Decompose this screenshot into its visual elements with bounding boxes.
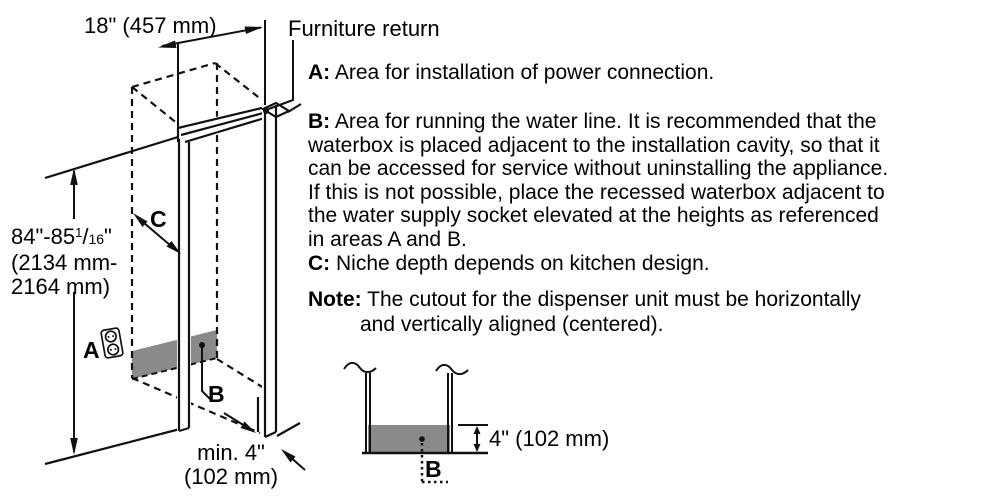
height-dimension-label	[11, 221, 117, 299]
width-dimension-label: 18" (457 mm)	[84, 13, 217, 38]
section-dim-up-arrowhead	[474, 426, 481, 434]
outlet-socket-top	[105, 330, 117, 342]
section-water-area-fill	[368, 425, 450, 453]
section-dim-down-arrowhead	[474, 444, 481, 452]
legend-b-prefix: B:	[308, 110, 331, 133]
legend-b-line: can be accessed for service without uninstalling the appliance.	[308, 157, 889, 180]
height-dim-fraction-numerator: 1	[75, 225, 83, 240]
legend-note-line2: and vertically aligned (centered).	[360, 312, 664, 336]
area-b-diagram-label: B	[208, 381, 225, 407]
height-dim-prefix: 84"-85	[11, 224, 76, 249]
floor-edge-left	[45, 429, 180, 464]
cavity-top-front-left-edge	[132, 87, 178, 124]
legend-c-text: Niche depth depends on kitchen design.	[336, 252, 710, 275]
legend-b-line: the water supply socket elevated at the heights as referenced	[308, 204, 879, 227]
min-gap-inches-line: min. 4"	[197, 440, 265, 465]
height-dim-quote: "	[104, 224, 112, 249]
min-gap-mm-line: (102 mm)	[183, 464, 279, 489]
legend-note-line1	[308, 288, 861, 313]
legend-a-prefix: A:	[308, 61, 331, 84]
break-symbol-right	[436, 365, 468, 374]
furniture-return-leader-dot	[263, 108, 269, 114]
break-symbol-left	[344, 363, 376, 372]
min-gap-dimension-label	[175, 441, 287, 489]
legend-note-prefix: Note:	[308, 288, 362, 311]
water-line-area-band	[132, 330, 217, 379]
height-dim-mm-line1: (2134 mm-	[11, 250, 118, 275]
width-dim-left-arrowhead	[158, 41, 177, 49]
legend-b-line: in areas A and B.	[308, 227, 467, 251]
height-dim-mm-line2: 2164 mm)	[11, 274, 111, 299]
height-dim-bottom-arrowhead	[70, 438, 78, 455]
legend-b-text: Area for running the water line. It is recommended that the	[334, 110, 877, 133]
legend-a-text: Area for installation of power connection.	[334, 61, 715, 84]
legend-b-line: waterbox is placed adjacent to the installation cavity, so that it	[308, 133, 880, 157]
legend-c-line	[308, 252, 710, 276]
height-dim-fraction-slash: /	[82, 224, 89, 249]
min-gap-upper-arrowhead	[241, 422, 257, 434]
width-dim-right-arrowhead	[245, 27, 264, 35]
legend-note	[308, 288, 861, 337]
niche-depth-c-diagram-label: C	[150, 206, 167, 232]
height-dim-fraction-denominator: 16	[88, 231, 105, 247]
furniture-return-label: Furniture return	[288, 16, 440, 41]
legend-b-paragraph	[308, 110, 888, 251]
legend-c-prefix: C:	[308, 252, 331, 275]
wall-top-edge-left	[45, 137, 178, 178]
section-depth-dimension-label: 4" (102 mm)	[489, 426, 610, 451]
section-b-leader-dot	[419, 436, 425, 442]
legend-a-line	[308, 61, 714, 85]
legend-b-line	[308, 110, 888, 134]
floor-edge-right	[277, 423, 300, 436]
height-dim-inches-line	[11, 221, 117, 251]
area-a-diagram-label: A	[83, 337, 100, 363]
furniture-return-leader-line	[266, 40, 293, 110]
cavity-top-back-left-edge	[132, 63, 215, 87]
power-outlet-icon	[101, 328, 124, 359]
legend-b-line: If this is not possible, place the recessed waterbox adjacent to	[308, 180, 885, 204]
cavity-top-back-right-edge	[215, 63, 262, 100]
outlet-socket-bottom	[107, 343, 119, 355]
section-area-b-label: B	[425, 456, 442, 482]
legend-note-text1: The cutout for the dispenser unit must be horizontally	[367, 288, 861, 311]
